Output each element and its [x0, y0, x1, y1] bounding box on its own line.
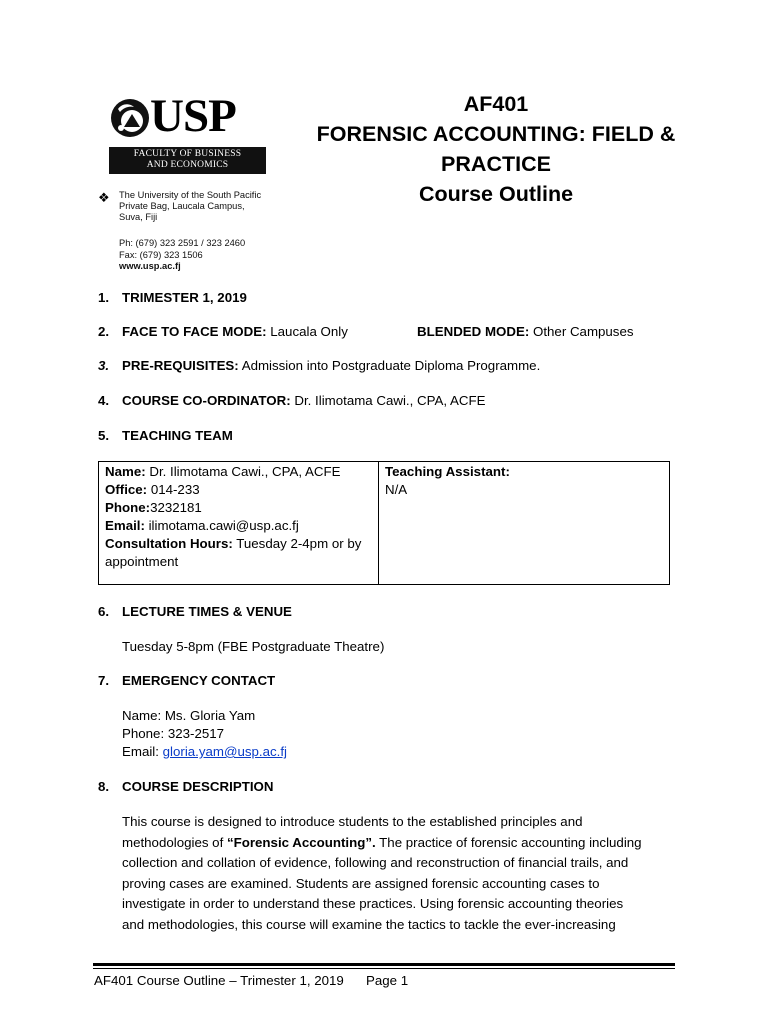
description-line: This course is designed to introduce students to the established principles and	[122, 814, 583, 829]
section-number: 7.	[98, 673, 110, 688]
course-name-line-1: FORENSIC ACCOUNTING: FIELD &	[316, 122, 676, 146]
section-number: 2.	[98, 324, 110, 339]
description-line: and methodologies, this course will examine the tactics to tackle the ever-increasing	[122, 916, 616, 932]
consultation-value-continued: appointment	[105, 554, 179, 569]
name-label: Name:	[105, 464, 146, 479]
description-fragment: methodologies of	[122, 834, 227, 850]
emergency-phone: Phone: 323-2517	[122, 726, 225, 741]
section-heading: LECTURE TIMES & VENUE	[122, 604, 292, 619]
university-fax: Fax: (679) 323 1506	[119, 249, 203, 260]
description-fragment: The practice of forensic accounting including	[375, 834, 642, 850]
section-number: 8.	[98, 779, 110, 794]
blended-mode	[417, 323, 634, 341]
university-phone: Ph: (679) 323 2591 / 323 2460	[119, 238, 246, 248]
section-trimester	[98, 289, 247, 307]
page-number: Page 1	[365, 973, 409, 988]
footer-rule-thin	[93, 968, 675, 969]
footer-rule-thick	[93, 963, 675, 966]
page-footer	[94, 972, 408, 990]
section-heading: COURSE DESCRIPTION	[122, 779, 274, 794]
office-label: Office:	[105, 482, 148, 497]
address-line-3: Suva, Fiji	[119, 212, 158, 222]
team-phone-row	[105, 499, 372, 517]
section-number: 5.	[98, 428, 110, 443]
team-office-row	[105, 481, 372, 499]
section-heading: TEACHING TEAM	[122, 428, 233, 443]
section-coordinator	[98, 392, 486, 410]
emergency-email-link[interactable]: gloria.yam@usp.ac.fj	[162, 744, 287, 759]
blended-mode-label: BLENDED MODE:	[417, 324, 530, 339]
coordinator-cell	[99, 462, 379, 584]
teaching-team-table	[98, 461, 670, 585]
course-name-line-2: PRACTICE	[441, 152, 551, 176]
university-website: www.usp.ac.fj	[119, 261, 181, 271]
phone-value: 3232181	[150, 500, 202, 515]
section-number: 1.	[98, 290, 110, 305]
blended-mode-value: Other Campuses	[529, 324, 634, 339]
coordinator-value: Dr. Ilimotama Cawi., CPA, ACFE	[290, 393, 486, 408]
teaching-assistant-cell	[379, 462, 669, 584]
description-line: collection and collation of evidence, following and reconstruction of financial trails, and	[122, 855, 629, 871]
university-address	[119, 190, 261, 223]
emergency-name: Name: Ms. Gloria Yam	[122, 708, 256, 723]
coordinator-label: COURSE CO-ORDINATOR:	[122, 393, 291, 408]
footer-title: AF401 Course Outline – Trimester 1, 2019	[94, 973, 344, 988]
prerequisites-label: PRE-REQUISITES:	[122, 358, 239, 373]
description-line	[122, 833, 682, 854]
university-contact	[119, 238, 245, 273]
face-to-face-value: Laucala Only	[266, 324, 348, 339]
team-name-row	[105, 463, 372, 481]
diamond-bullet-icon: ❖	[98, 190, 110, 205]
forensic-accounting-emphasis: “Forensic Accounting”.	[226, 834, 376, 850]
usp-logo-block	[98, 90, 270, 273]
emergency-email-label: Email:	[122, 744, 163, 759]
consultation-label: Consultation Hours:	[105, 536, 233, 551]
section-number: 6.	[98, 604, 110, 619]
address-line-1: The University of the South Pacific	[119, 190, 262, 200]
section-lecture-times	[98, 603, 292, 621]
face-to-face-label: FACE TO FACE MODE:	[122, 324, 267, 339]
description-line: investigate in order to understand these practices. Using forensic accounting theories	[122, 896, 624, 912]
section-heading: EMERGENCY CONTACT	[122, 673, 276, 688]
course-title	[300, 89, 692, 209]
prerequisites-value: Admission into Postgraduate Diploma Programme.	[238, 358, 541, 373]
faculty-line-1: FACULTY OF BUSINESS	[133, 149, 242, 159]
section-heading: TRIMESTER 1, 2019	[122, 290, 247, 305]
name-value: Dr. Ilimotama Cawi., CPA, ACFE	[145, 464, 341, 479]
section-teaching-team	[98, 427, 233, 445]
lecture-times-text: Tuesday 5-8pm (FBE Postgraduate Theatre)	[122, 639, 385, 654]
phone-label: Phone:	[105, 500, 151, 515]
team-email-row	[105, 517, 372, 535]
teaching-assistant-label: Teaching Assistant:	[385, 464, 510, 479]
section-emergency-contact	[98, 672, 275, 690]
address-line-2: Private Bag, Laucala Campus,	[119, 201, 245, 211]
emergency-email-row	[122, 743, 287, 761]
course-description-text	[122, 812, 682, 936]
usp-wordmark: USP	[150, 90, 236, 142]
office-value: 014-233	[147, 482, 200, 497]
section-delivery-mode	[98, 323, 348, 341]
description-line: proving cases are examined. Students are assigned forensic accounting cases to	[122, 875, 600, 891]
email-label: Email:	[105, 518, 145, 533]
faculty-line-2: AND ECONOMICS	[146, 160, 229, 170]
section-number: 4.	[98, 393, 110, 408]
consultation-value: Tuesday 2-4pm or by	[232, 536, 362, 551]
section-prerequisites	[98, 357, 540, 375]
course-outline-heading: Course Outline	[418, 182, 574, 206]
section-course-description	[98, 778, 273, 796]
usp-logo	[108, 90, 270, 143]
section-number: 3.	[98, 358, 110, 373]
teaching-assistant-value: N/A	[385, 482, 408, 497]
faculty-banner	[109, 147, 266, 174]
email-value: ilimotama.cawi@usp.ac.fj	[144, 518, 299, 533]
usp-emblem-icon	[110, 97, 150, 139]
team-consultation-row	[105, 535, 372, 553]
course-code: AF401	[463, 92, 529, 116]
